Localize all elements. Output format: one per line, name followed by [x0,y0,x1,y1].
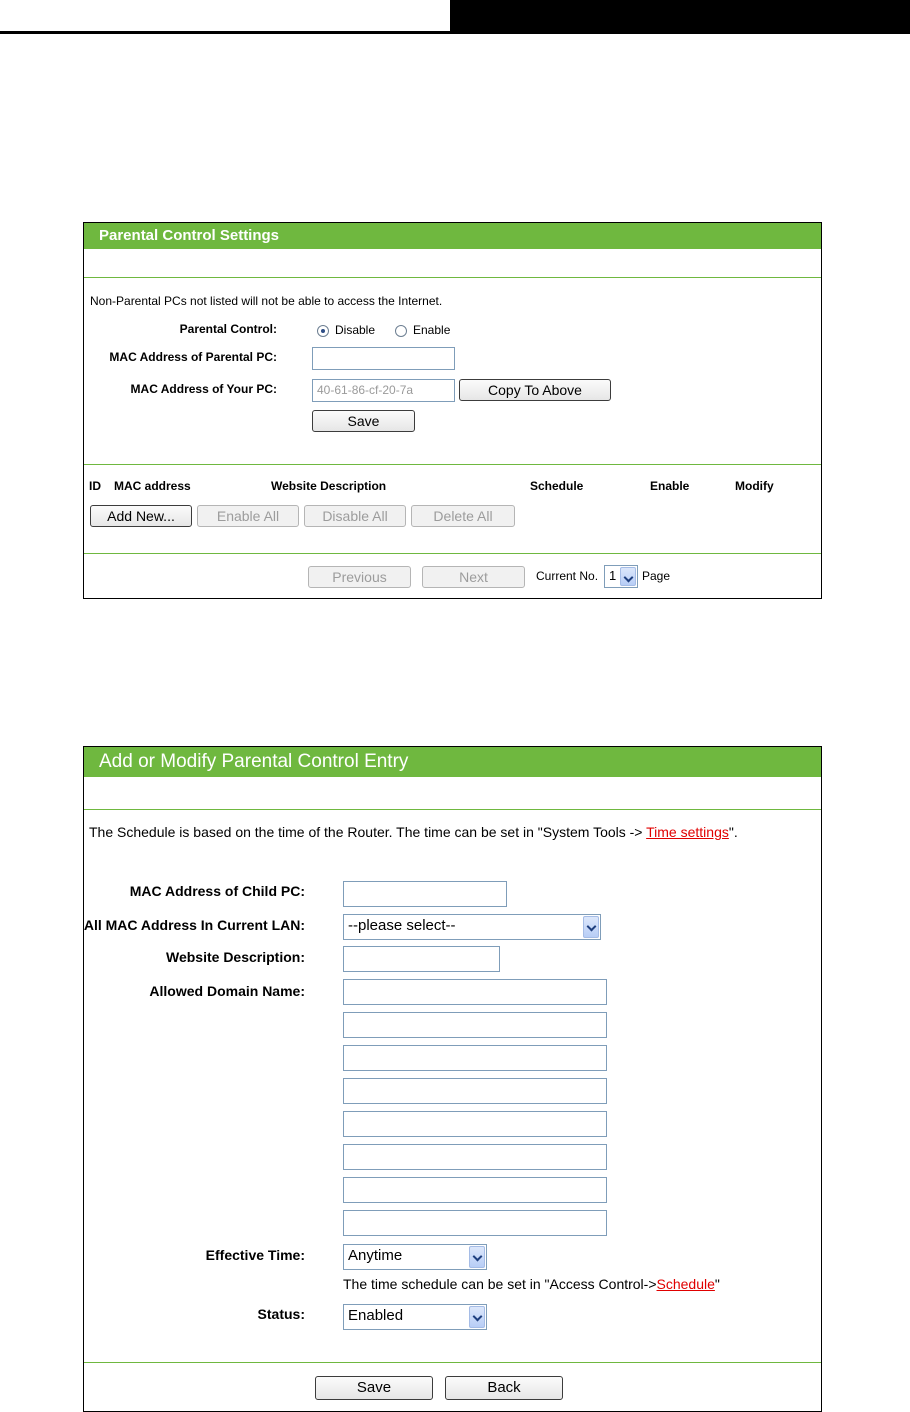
save-entry-button[interactable]: Save [315,1376,433,1400]
divider [84,1362,821,1363]
disable-radio[interactable] [317,325,329,337]
allowed-domain-input[interactable] [343,1012,607,1038]
parental-control-label: Parental Control: [179,322,277,336]
column-header-website: Website Description [271,479,387,493]
page-select[interactable] [604,565,638,588]
panel-title: Parental Control Settings [84,223,821,249]
panel-title: Add or Modify Parental Control Entry [84,747,821,777]
delete-all-button[interactable]: Delete All [411,505,515,527]
chevron-down-icon [469,1246,485,1268]
disable-all-button[interactable]: Disable All [304,505,406,527]
column-header-enable: Enable [650,479,690,493]
column-header-mac: MAC address [114,479,191,493]
column-header-schedule: Schedule [530,479,584,493]
notice-text: Non-Parental PCs not listed will not be able to access the Internet. [90,294,443,308]
allowed-domain-input[interactable] [343,1177,607,1203]
copy-to-above-button[interactable]: Copy To Above [459,379,611,401]
schedule-note-suffix: ". [728,824,738,840]
website-description-input[interactable] [343,946,500,972]
allowed-domain-input[interactable] [343,1078,607,1104]
allowed-domain-input[interactable] [343,1111,607,1137]
mac-parental-input[interactable] [312,347,455,370]
all-mac-label: All MAC Address In Current LAN: [83,917,305,933]
chevron-down-icon [469,1306,485,1328]
page-select-value: 1 [609,568,617,583]
page-label: Page [642,569,671,583]
allowed-domain-input[interactable] [343,1144,607,1170]
header-block [450,0,910,34]
next-button[interactable]: Next [422,566,525,588]
effective-time-label: Effective Time: [205,1247,305,1263]
schedule-note [89,824,738,840]
mac-your-pc-label: MAC Address of Your PC: [130,382,277,396]
allowed-domain-input[interactable] [343,1045,607,1071]
all-mac-select[interactable] [343,914,601,940]
time-schedule-suffix: " [714,1276,720,1292]
time-settings-link[interactable]: Time settings [646,824,729,840]
time-schedule-prefix: The time schedule can be set in "Access Control-> [343,1276,657,1292]
enable-label: Enable [413,323,451,337]
time-schedule-note [343,1276,720,1292]
website-description-label: Website Description: [166,949,305,965]
effective-time-value: Anytime [348,1247,403,1264]
save-button[interactable]: Save [312,410,415,432]
back-button[interactable]: Back [445,1376,563,1400]
add-modify-entry-panel [83,746,822,1412]
column-header-id: ID [89,479,101,493]
status-select[interactable] [343,1304,487,1330]
mac-your-pc-field: 40-61-86-cf-20-7a [312,379,455,402]
divider [84,553,821,554]
all-mac-select-value: --please select-- [348,917,456,934]
divider [84,464,821,465]
schedule-link[interactable]: Schedule [656,1276,715,1292]
previous-button[interactable]: Previous [308,566,411,588]
status-label: Status: [257,1306,305,1322]
current-no-label: Current No. [536,569,599,583]
status-value: Enabled [348,1307,404,1324]
schedule-note-prefix: The Schedule is based on the time of the Router. The time can be set in "System Tools -> [89,824,647,840]
chevron-down-icon [620,567,636,586]
enable-radio[interactable] [395,325,407,337]
effective-time-select[interactable] [343,1244,487,1270]
disable-label: Disable [335,323,376,337]
add-new-button[interactable]: Add New... [90,505,192,527]
parental-control-settings-panel [83,222,822,599]
allowed-domain-label: Allowed Domain Name: [149,983,305,999]
mac-child-input[interactable] [343,881,507,907]
mac-child-label: MAC Address of Child PC: [129,883,305,899]
chevron-down-icon [583,916,599,938]
divider [84,277,821,278]
allowed-domain-input[interactable] [343,1210,607,1236]
divider [84,809,821,810]
mac-parental-label: MAC Address of Parental PC: [109,350,277,364]
column-header-modify: Modify [735,479,774,493]
enable-all-button[interactable]: Enable All [197,505,299,527]
allowed-domain-input[interactable] [343,979,607,1005]
header-rule [0,31,455,34]
